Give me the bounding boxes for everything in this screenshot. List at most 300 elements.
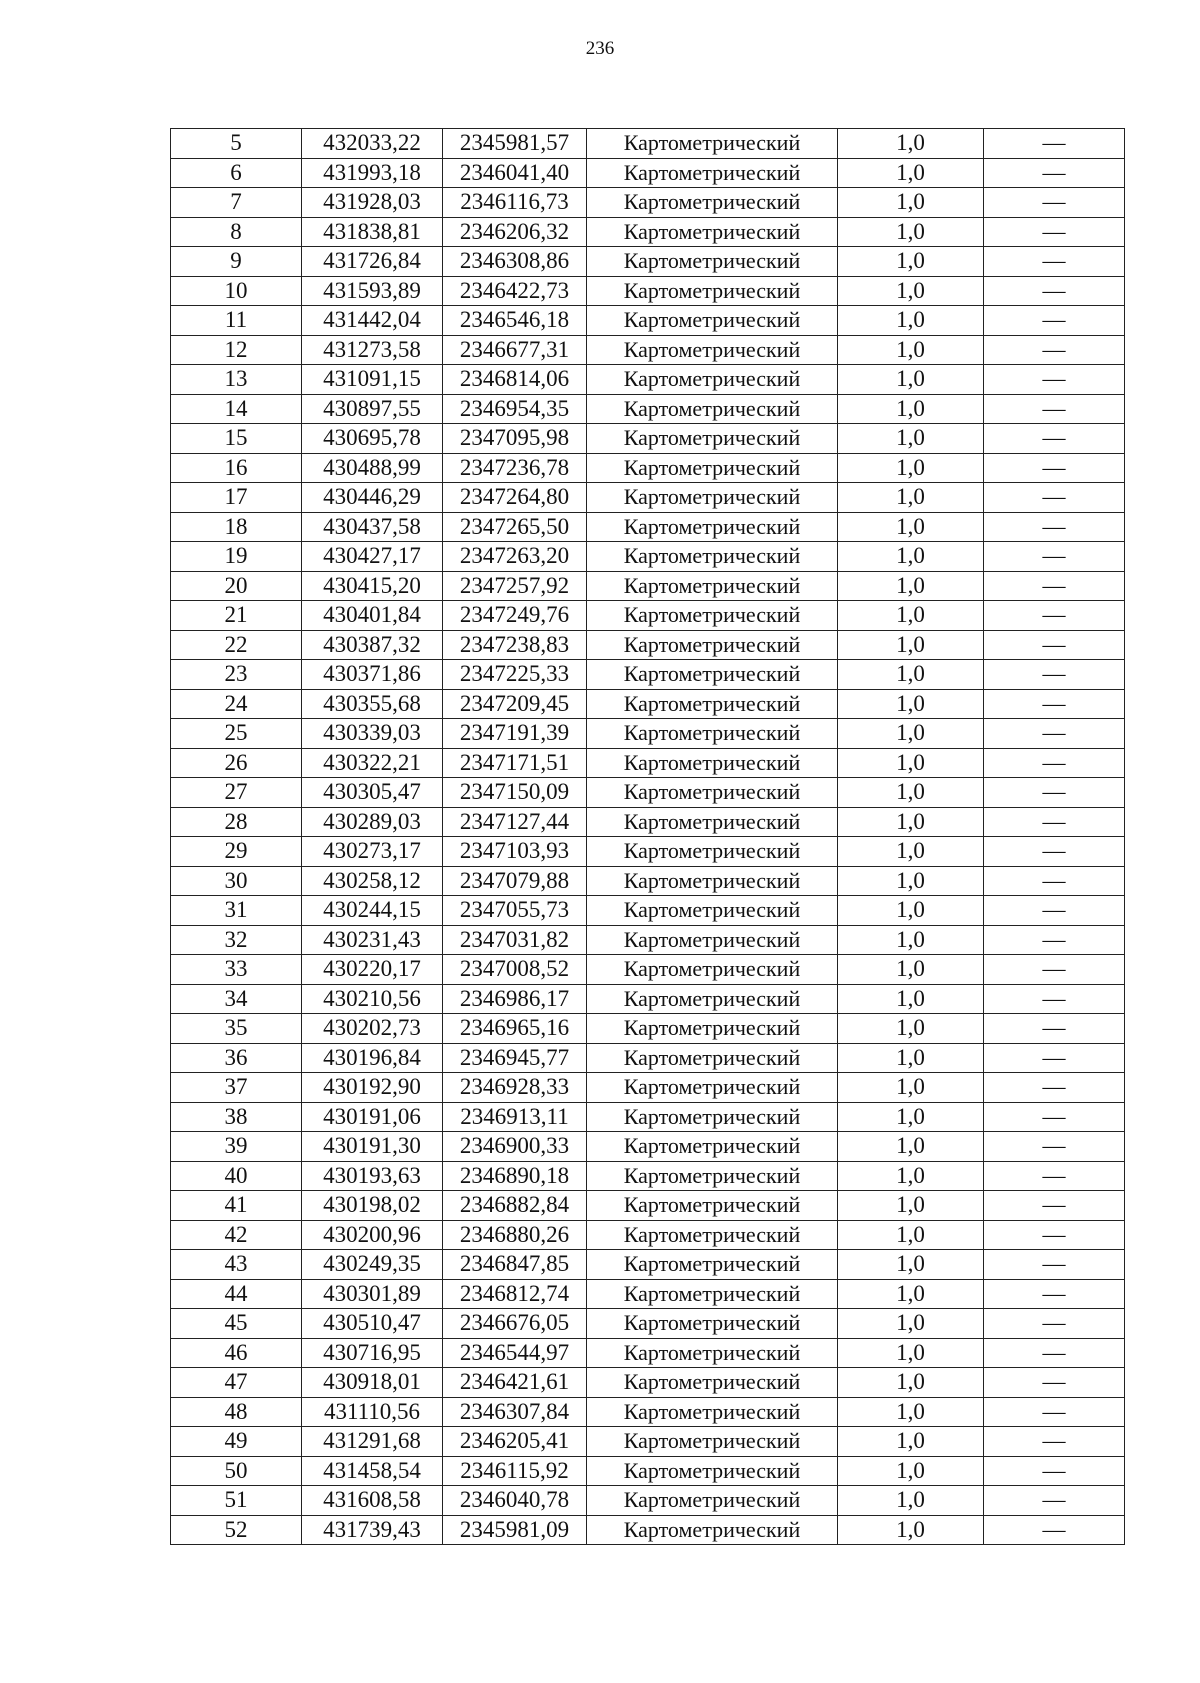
- accuracy-cell: 1,0: [838, 365, 984, 395]
- x-coordinate-cell: 430437,58: [302, 512, 443, 542]
- table-row: [171, 129, 1125, 159]
- x-coordinate-cell: 431608,58: [302, 1486, 443, 1516]
- y-coordinate-cell: 2347079,88: [443, 866, 587, 896]
- table-row: [171, 571, 1125, 601]
- point-number-cell: 43: [171, 1250, 302, 1280]
- accuracy-cell: 1,0: [838, 1043, 984, 1073]
- table-row: [171, 807, 1125, 837]
- table-row: [171, 453, 1125, 483]
- accuracy-cell: 1,0: [838, 1014, 984, 1044]
- method-cell: Картометрический: [587, 689, 838, 719]
- table-row: [171, 601, 1125, 631]
- table-row: [171, 217, 1125, 247]
- method-cell: Картометрический: [587, 1368, 838, 1398]
- coordinates-table: [170, 128, 1125, 1545]
- accuracy-cell: 1,0: [838, 866, 984, 896]
- accuracy-cell: 1,0: [838, 335, 984, 365]
- x-coordinate-cell: 430305,47: [302, 778, 443, 808]
- point-number-cell: 17: [171, 483, 302, 513]
- method-cell: Картометрический: [587, 483, 838, 513]
- description-cell: —: [984, 748, 1125, 778]
- point-number-cell: 21: [171, 601, 302, 631]
- method-cell: Картометрический: [587, 837, 838, 867]
- y-coordinate-cell: 2346928,33: [443, 1073, 587, 1103]
- description-cell: —: [984, 984, 1125, 1014]
- y-coordinate-cell: 2346880,26: [443, 1220, 587, 1250]
- accuracy-cell: 1,0: [838, 542, 984, 572]
- description-cell: —: [984, 1397, 1125, 1427]
- y-coordinate-cell: 2347103,93: [443, 837, 587, 867]
- table-row: [171, 984, 1125, 1014]
- method-cell: Картометрический: [587, 719, 838, 749]
- accuracy-cell: 1,0: [838, 1132, 984, 1162]
- table-row: [171, 748, 1125, 778]
- x-coordinate-cell: 430401,84: [302, 601, 443, 631]
- y-coordinate-cell: 2347257,92: [443, 571, 587, 601]
- point-number-cell: 47: [171, 1368, 302, 1398]
- point-number-cell: 20: [171, 571, 302, 601]
- point-number-cell: 44: [171, 1279, 302, 1309]
- accuracy-cell: 1,0: [838, 984, 984, 1014]
- x-coordinate-cell: 430322,21: [302, 748, 443, 778]
- accuracy-cell: 1,0: [838, 719, 984, 749]
- y-coordinate-cell: 2346814,06: [443, 365, 587, 395]
- method-cell: Картометрический: [587, 571, 838, 601]
- table-row: [171, 1073, 1125, 1103]
- x-coordinate-cell: 431091,15: [302, 365, 443, 395]
- accuracy-cell: 1,0: [838, 630, 984, 660]
- description-cell: —: [984, 1014, 1125, 1044]
- point-number-cell: 40: [171, 1161, 302, 1191]
- table-row: [171, 1250, 1125, 1280]
- table-row: [171, 866, 1125, 896]
- accuracy-cell: 1,0: [838, 896, 984, 926]
- method-cell: Картометрический: [587, 1220, 838, 1250]
- accuracy-cell: 1,0: [838, 807, 984, 837]
- y-coordinate-cell: 2347238,83: [443, 630, 587, 660]
- x-coordinate-cell: 430695,78: [302, 424, 443, 454]
- table-row: [171, 896, 1125, 926]
- description-cell: —: [984, 1279, 1125, 1309]
- y-coordinate-cell: 2346954,35: [443, 394, 587, 424]
- y-coordinate-cell: 2346812,74: [443, 1279, 587, 1309]
- method-cell: Картометрический: [587, 807, 838, 837]
- point-number-cell: 42: [171, 1220, 302, 1250]
- accuracy-cell: 1,0: [838, 276, 984, 306]
- table-row: [171, 689, 1125, 719]
- accuracy-cell: 1,0: [838, 1102, 984, 1132]
- point-number-cell: 45: [171, 1309, 302, 1339]
- description-cell: —: [984, 1073, 1125, 1103]
- description-cell: —: [984, 217, 1125, 247]
- accuracy-cell: 1,0: [838, 1397, 984, 1427]
- x-coordinate-cell: 430371,86: [302, 660, 443, 690]
- x-coordinate-cell: 430918,01: [302, 1368, 443, 1398]
- point-number-cell: 29: [171, 837, 302, 867]
- method-cell: Картометрический: [587, 247, 838, 277]
- description-cell: —: [984, 925, 1125, 955]
- point-number-cell: 13: [171, 365, 302, 395]
- method-cell: Картометрический: [587, 217, 838, 247]
- description-cell: —: [984, 1368, 1125, 1398]
- accuracy-cell: 1,0: [838, 571, 984, 601]
- y-coordinate-cell: 2347031,82: [443, 925, 587, 955]
- accuracy-cell: 1,0: [838, 453, 984, 483]
- description-cell: —: [984, 247, 1125, 277]
- method-cell: Картометрический: [587, 1073, 838, 1103]
- accuracy-cell: 1,0: [838, 483, 984, 513]
- y-coordinate-cell: 2347171,51: [443, 748, 587, 778]
- method-cell: Картометрический: [587, 866, 838, 896]
- table-row: [171, 1309, 1125, 1339]
- x-coordinate-cell: 431593,89: [302, 276, 443, 306]
- y-coordinate-cell: 2346308,86: [443, 247, 587, 277]
- accuracy-cell: 1,0: [838, 1309, 984, 1339]
- y-coordinate-cell: 2346945,77: [443, 1043, 587, 1073]
- method-cell: Картометрический: [587, 158, 838, 188]
- description-cell: —: [984, 512, 1125, 542]
- method-cell: Картометрический: [587, 1427, 838, 1457]
- description-cell: —: [984, 188, 1125, 218]
- method-cell: Картометрический: [587, 276, 838, 306]
- method-cell: Картометрический: [587, 1486, 838, 1516]
- table-row: [171, 1043, 1125, 1073]
- method-cell: Картометрический: [587, 1456, 838, 1486]
- description-cell: —: [984, 1043, 1125, 1073]
- point-number-cell: 34: [171, 984, 302, 1014]
- table-row: [171, 778, 1125, 808]
- accuracy-cell: 1,0: [838, 955, 984, 985]
- y-coordinate-cell: 2346890,18: [443, 1161, 587, 1191]
- x-coordinate-cell: 430198,02: [302, 1191, 443, 1221]
- x-coordinate-cell: 431993,18: [302, 158, 443, 188]
- table-row: [171, 158, 1125, 188]
- y-coordinate-cell: 2346206,32: [443, 217, 587, 247]
- x-coordinate-cell: 431838,81: [302, 217, 443, 247]
- method-cell: Картометрический: [587, 1397, 838, 1427]
- method-cell: Картометрический: [587, 129, 838, 159]
- y-coordinate-cell: 2347191,39: [443, 719, 587, 749]
- table-row: [171, 335, 1125, 365]
- accuracy-cell: 1,0: [838, 925, 984, 955]
- point-number-cell: 27: [171, 778, 302, 808]
- method-cell: Картометрический: [587, 188, 838, 218]
- y-coordinate-cell: 2346986,17: [443, 984, 587, 1014]
- description-cell: —: [984, 1309, 1125, 1339]
- accuracy-cell: 1,0: [838, 1161, 984, 1191]
- point-number-cell: 49: [171, 1427, 302, 1457]
- description-cell: —: [984, 837, 1125, 867]
- table-row: [171, 925, 1125, 955]
- point-number-cell: 19: [171, 542, 302, 572]
- point-number-cell: 11: [171, 306, 302, 336]
- point-number-cell: 12: [171, 335, 302, 365]
- description-cell: —: [984, 483, 1125, 513]
- x-coordinate-cell: 430193,63: [302, 1161, 443, 1191]
- table-row: [171, 1338, 1125, 1368]
- table-row: [171, 1102, 1125, 1132]
- x-coordinate-cell: 430897,55: [302, 394, 443, 424]
- x-coordinate-cell: 430220,17: [302, 955, 443, 985]
- table-row: [171, 276, 1125, 306]
- y-coordinate-cell: 2347008,52: [443, 955, 587, 985]
- method-cell: Картометрический: [587, 630, 838, 660]
- description-cell: —: [984, 542, 1125, 572]
- description-cell: —: [984, 1191, 1125, 1221]
- method-cell: Картометрический: [587, 1515, 838, 1545]
- accuracy-cell: 1,0: [838, 1515, 984, 1545]
- point-number-cell: 50: [171, 1456, 302, 1486]
- table-row: [171, 394, 1125, 424]
- table-row: [171, 512, 1125, 542]
- x-coordinate-cell: 430488,99: [302, 453, 443, 483]
- y-coordinate-cell: 2345981,09: [443, 1515, 587, 1545]
- method-cell: Картометрический: [587, 1132, 838, 1162]
- table-row: [171, 424, 1125, 454]
- coordinates-table-body: [171, 129, 1125, 1545]
- point-number-cell: 35: [171, 1014, 302, 1044]
- y-coordinate-cell: 2347055,73: [443, 896, 587, 926]
- table-row: [171, 1191, 1125, 1221]
- description-cell: —: [984, 660, 1125, 690]
- table-row: [171, 1427, 1125, 1457]
- description-cell: —: [984, 1338, 1125, 1368]
- method-cell: Картометрический: [587, 542, 838, 572]
- description-cell: —: [984, 630, 1125, 660]
- x-coordinate-cell: 432033,22: [302, 129, 443, 159]
- description-cell: —: [984, 158, 1125, 188]
- y-coordinate-cell: 2346900,33: [443, 1132, 587, 1162]
- accuracy-cell: 1,0: [838, 1338, 984, 1368]
- method-cell: Картометрический: [587, 660, 838, 690]
- method-cell: Картометрический: [587, 335, 838, 365]
- x-coordinate-cell: 430231,43: [302, 925, 443, 955]
- description-cell: —: [984, 689, 1125, 719]
- table-row: [171, 1220, 1125, 1250]
- point-number-cell: 46: [171, 1338, 302, 1368]
- x-coordinate-cell: 430716,95: [302, 1338, 443, 1368]
- accuracy-cell: 1,0: [838, 1220, 984, 1250]
- accuracy-cell: 1,0: [838, 217, 984, 247]
- method-cell: Картометрический: [587, 778, 838, 808]
- x-coordinate-cell: 430289,03: [302, 807, 443, 837]
- description-cell: —: [984, 1515, 1125, 1545]
- description-cell: —: [984, 571, 1125, 601]
- y-coordinate-cell: 2346115,92: [443, 1456, 587, 1486]
- y-coordinate-cell: 2347236,78: [443, 453, 587, 483]
- y-coordinate-cell: 2347150,09: [443, 778, 587, 808]
- accuracy-cell: 1,0: [838, 1279, 984, 1309]
- point-number-cell: 36: [171, 1043, 302, 1073]
- table-row: [171, 1014, 1125, 1044]
- description-cell: —: [984, 1456, 1125, 1486]
- method-cell: Картометрический: [587, 601, 838, 631]
- point-number-cell: 24: [171, 689, 302, 719]
- accuracy-cell: 1,0: [838, 660, 984, 690]
- accuracy-cell: 1,0: [838, 778, 984, 808]
- x-coordinate-cell: 431928,03: [302, 188, 443, 218]
- table-row: [171, 719, 1125, 749]
- y-coordinate-cell: 2346116,73: [443, 188, 587, 218]
- x-coordinate-cell: 431739,43: [302, 1515, 443, 1545]
- table-row: [171, 955, 1125, 985]
- y-coordinate-cell: 2347249,76: [443, 601, 587, 631]
- point-number-cell: 6: [171, 158, 302, 188]
- table-row: [171, 1456, 1125, 1486]
- x-coordinate-cell: 431110,56: [302, 1397, 443, 1427]
- point-number-cell: 48: [171, 1397, 302, 1427]
- table-row: [171, 1397, 1125, 1427]
- y-coordinate-cell: 2346040,78: [443, 1486, 587, 1516]
- description-cell: —: [984, 306, 1125, 336]
- method-cell: Картометрический: [587, 365, 838, 395]
- method-cell: Картометрический: [587, 748, 838, 778]
- accuracy-cell: 1,0: [838, 1486, 984, 1516]
- description-cell: —: [984, 1161, 1125, 1191]
- accuracy-cell: 1,0: [838, 188, 984, 218]
- x-coordinate-cell: 430200,96: [302, 1220, 443, 1250]
- x-coordinate-cell: 430249,35: [302, 1250, 443, 1280]
- method-cell: Картометрический: [587, 1161, 838, 1191]
- x-coordinate-cell: 430427,17: [302, 542, 443, 572]
- point-number-cell: 39: [171, 1132, 302, 1162]
- method-cell: Картометрический: [587, 925, 838, 955]
- y-coordinate-cell: 2347225,33: [443, 660, 587, 690]
- point-number-cell: 38: [171, 1102, 302, 1132]
- accuracy-cell: 1,0: [838, 394, 984, 424]
- y-coordinate-cell: 2346421,61: [443, 1368, 587, 1398]
- point-number-cell: 5: [171, 129, 302, 159]
- y-coordinate-cell: 2346913,11: [443, 1102, 587, 1132]
- x-coordinate-cell: 430192,90: [302, 1073, 443, 1103]
- point-number-cell: 37: [171, 1073, 302, 1103]
- x-coordinate-cell: 430510,47: [302, 1309, 443, 1339]
- point-number-cell: 9: [171, 247, 302, 277]
- point-number-cell: 32: [171, 925, 302, 955]
- point-number-cell: 28: [171, 807, 302, 837]
- x-coordinate-cell: 430355,68: [302, 689, 443, 719]
- method-cell: Картометрический: [587, 453, 838, 483]
- y-coordinate-cell: 2346041,40: [443, 158, 587, 188]
- method-cell: Картометрический: [587, 1191, 838, 1221]
- accuracy-cell: 1,0: [838, 689, 984, 719]
- x-coordinate-cell: 431726,84: [302, 247, 443, 277]
- method-cell: Картометрический: [587, 896, 838, 926]
- method-cell: Картометрический: [587, 512, 838, 542]
- description-cell: —: [984, 394, 1125, 424]
- description-cell: —: [984, 1250, 1125, 1280]
- method-cell: Картометрический: [587, 955, 838, 985]
- accuracy-cell: 1,0: [838, 1368, 984, 1398]
- x-coordinate-cell: 431291,68: [302, 1427, 443, 1457]
- accuracy-cell: 1,0: [838, 1073, 984, 1103]
- y-coordinate-cell: 2347264,80: [443, 483, 587, 513]
- description-cell: —: [984, 1102, 1125, 1132]
- accuracy-cell: 1,0: [838, 424, 984, 454]
- x-coordinate-cell: 430387,32: [302, 630, 443, 660]
- y-coordinate-cell: 2347209,45: [443, 689, 587, 719]
- accuracy-cell: 1,0: [838, 1427, 984, 1457]
- x-coordinate-cell: 430191,30: [302, 1132, 443, 1162]
- x-coordinate-cell: 430258,12: [302, 866, 443, 896]
- y-coordinate-cell: 2346205,41: [443, 1427, 587, 1457]
- x-coordinate-cell: 430202,73: [302, 1014, 443, 1044]
- description-cell: —: [984, 365, 1125, 395]
- y-coordinate-cell: 2346847,85: [443, 1250, 587, 1280]
- point-number-cell: 41: [171, 1191, 302, 1221]
- accuracy-cell: 1,0: [838, 1250, 984, 1280]
- point-number-cell: 10: [171, 276, 302, 306]
- y-coordinate-cell: 2347095,98: [443, 424, 587, 454]
- table-row: [171, 1368, 1125, 1398]
- y-coordinate-cell: 2346677,31: [443, 335, 587, 365]
- table-row: [171, 188, 1125, 218]
- description-cell: —: [984, 1486, 1125, 1516]
- accuracy-cell: 1,0: [838, 247, 984, 277]
- point-number-cell: 23: [171, 660, 302, 690]
- description-cell: —: [984, 1427, 1125, 1457]
- method-cell: Картометрический: [587, 984, 838, 1014]
- x-coordinate-cell: 430415,20: [302, 571, 443, 601]
- point-number-cell: 51: [171, 1486, 302, 1516]
- y-coordinate-cell: 2346422,73: [443, 276, 587, 306]
- accuracy-cell: 1,0: [838, 129, 984, 159]
- x-coordinate-cell: 431442,04: [302, 306, 443, 336]
- accuracy-cell: 1,0: [838, 512, 984, 542]
- point-number-cell: 7: [171, 188, 302, 218]
- method-cell: Картометрический: [587, 1338, 838, 1368]
- method-cell: Картометрический: [587, 1250, 838, 1280]
- y-coordinate-cell: 2346546,18: [443, 306, 587, 336]
- table-row: [171, 542, 1125, 572]
- description-cell: —: [984, 453, 1125, 483]
- y-coordinate-cell: 2345981,57: [443, 129, 587, 159]
- page-number: 236: [585, 38, 615, 59]
- table-row: [171, 306, 1125, 336]
- y-coordinate-cell: 2347265,50: [443, 512, 587, 542]
- y-coordinate-cell: 2346544,97: [443, 1338, 587, 1368]
- accuracy-cell: 1,0: [838, 601, 984, 631]
- accuracy-cell: 1,0: [838, 158, 984, 188]
- x-coordinate-cell: 430196,84: [302, 1043, 443, 1073]
- point-number-cell: 15: [171, 424, 302, 454]
- x-coordinate-cell: 430273,17: [302, 837, 443, 867]
- y-coordinate-cell: 2346965,16: [443, 1014, 587, 1044]
- point-number-cell: 33: [171, 955, 302, 985]
- x-coordinate-cell: 430446,29: [302, 483, 443, 513]
- accuracy-cell: 1,0: [838, 1191, 984, 1221]
- x-coordinate-cell: 431458,54: [302, 1456, 443, 1486]
- point-number-cell: 16: [171, 453, 302, 483]
- method-cell: Картометрический: [587, 306, 838, 336]
- x-coordinate-cell: 430244,15: [302, 896, 443, 926]
- point-number-cell: 22: [171, 630, 302, 660]
- description-cell: —: [984, 1132, 1125, 1162]
- point-number-cell: 8: [171, 217, 302, 247]
- point-number-cell: 52: [171, 1515, 302, 1545]
- method-cell: Картометрический: [587, 1043, 838, 1073]
- table-row: [171, 483, 1125, 513]
- table-row: [171, 837, 1125, 867]
- description-cell: —: [984, 1220, 1125, 1250]
- x-coordinate-cell: 431273,58: [302, 335, 443, 365]
- accuracy-cell: 1,0: [838, 748, 984, 778]
- point-number-cell: 18: [171, 512, 302, 542]
- description-cell: —: [984, 601, 1125, 631]
- table-row: [171, 365, 1125, 395]
- y-coordinate-cell: 2346307,84: [443, 1397, 587, 1427]
- table-row: [171, 630, 1125, 660]
